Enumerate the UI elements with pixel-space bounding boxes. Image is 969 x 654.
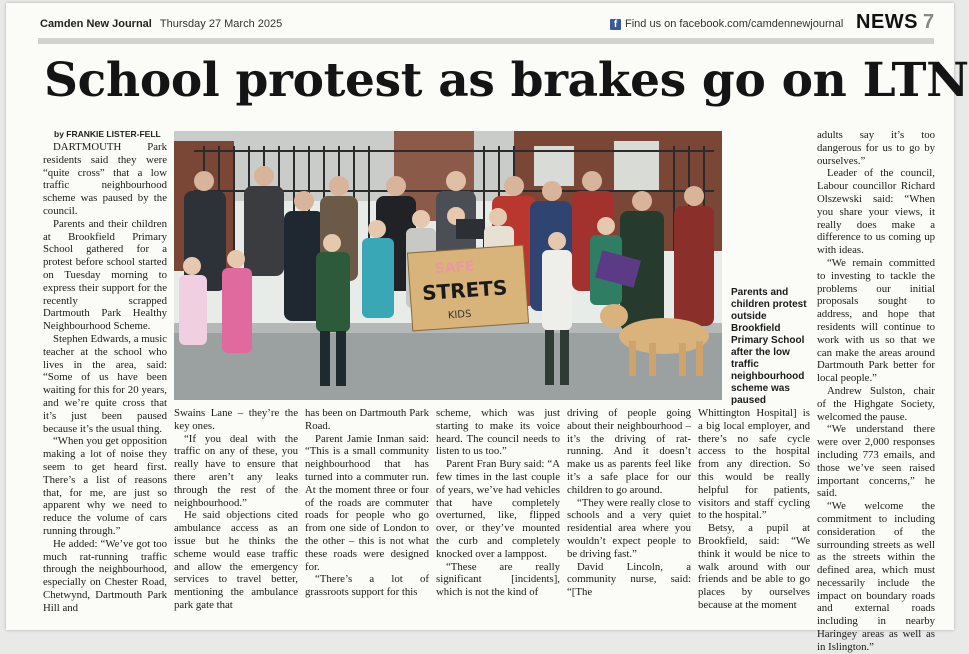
photo-caption: Parents and children protest outside Brookfield Primary School after the low traffic neighbourhood scheme was paused: [731, 287, 807, 406]
paragraph: driving of people going about their neighbourhood – it’s the driving of rat-running. And it doesn’t make us as parents feel like it’s a safe place for our children to go around.: [567, 407, 691, 496]
section-name: NEWS: [856, 11, 918, 33]
byline: by FRANKIE LISTER-FELL: [54, 129, 161, 139]
column-1: [43, 141, 167, 614]
issue-date: Thursday 27 March 2025: [159, 18, 283, 30]
paragraph: David Lincoln, a community nurse, said: “[The: [567, 560, 691, 599]
paragraph: “We understand there were over 2,000 responses including 773 emails, and those we’ve seen raised important concerns,” he said.: [817, 423, 935, 500]
paragraph: “These are really significant [incidents], which is not the kind of: [436, 560, 560, 599]
headline: School protest as brakes go on LTN: [44, 53, 969, 108]
safe-streets-sign: [407, 245, 528, 331]
paragraph: Whittington Hospital] is a big local employer, and there’s no safe cycle access to the hospital from any direction. So this would be really helpful for patients, visitors and staff cycling to the hospital.”: [698, 407, 810, 522]
paragraph: Stephen Edwards, a music teacher at the school who lives in the area, said: “Some of us have been waiting for this for 20 years, and we’re quite cross that it’s just been paused because it’s the usual thing.: [43, 332, 167, 435]
section-label: [856, 11, 935, 34]
column-4: [436, 407, 560, 597]
paragraph: “We welcome the commitment to including consideration of the surrounding streets as well as the streets within the defined area, which must necessarily include the impact on boundary roads and external roads including in nearby Haringey areas as well as in Islington.”: [817, 500, 935, 653]
page-header: [38, 13, 934, 35]
paragraph: Parent Fran Bury said: “A few times in the last couple of years, we’ve had vehicles that have completely overturned, like, flipped over, or they’ve mounted the curb and completely knocked over a lamppost.: [436, 458, 560, 560]
paragraph: Parents and their children at Brookfield Primary School gathered for a protest before school started on Tuesday morning to express their support for the recently scrapped Dartmouth Park Healthy Neighbourhood Scheme.: [43, 217, 167, 333]
protest-photo-illustration: [174, 131, 722, 400]
column-2: [174, 407, 298, 611]
column-7: [817, 129, 935, 653]
column-5: [567, 407, 691, 597]
newspaper-page: [6, 3, 969, 653]
paragraph: Betsy, a pupil at Brookfield, said: “We think it would be nice to walk around with our friends and be able to go places by ourselves because at the moment: [698, 522, 810, 611]
paragraph: Leader of the council, Labour councillor Richard Olszewski said: “When you share your views, it really does make a difference to us coming up with ideas.: [817, 167, 935, 257]
publication-name: Camden New Journal: [40, 18, 152, 30]
protest-photo: [174, 131, 722, 400]
sign-line-3: KIDS: [447, 308, 472, 322]
paragraph: Andrew Sulston, chair of the Highgate Society, welcomed the pause.: [817, 384, 935, 423]
column-6: [698, 407, 810, 611]
paragraph: He added: “We’ve got too much rat-running traffic through the neighbourhood, especially on Chester Road, Chetwynd, Dartmouth Park Hill and: [43, 537, 167, 614]
paragraph: adults say it’s too dangerous for us to go by ourselves.”: [817, 129, 935, 167]
paragraph: He said objections cited ambulance access as an issue but he thinks the scheme would ease traffic and allow the emergency services to travel better, mentioning the ambulance park gate that: [174, 509, 298, 611]
facebook-icon: f: [610, 19, 621, 30]
paragraph: “There’s a lot of grassroots support for this: [305, 573, 429, 599]
publication-line: [40, 18, 282, 30]
paragraph: has been on Dartmouth Park Road.: [305, 407, 429, 432]
facebook-promo: [610, 18, 843, 30]
column-3: [305, 407, 429, 597]
paragraph: scheme, which was just starting to make its voice heard. The council needs to listen to us too.”: [436, 407, 560, 458]
paragraph: “When you get opposition making a lot of noise they seem to get heard first. There’s a list of reasons that, for me, are just so apparent why we need to reduce the volume of cars running through.”: [43, 435, 167, 537]
sign-line-1: SAFE: [434, 258, 476, 278]
page-number: 7: [923, 11, 935, 33]
paragraph: Swains Lane – they’re the key ones.: [174, 407, 298, 432]
header-rule: [38, 38, 934, 44]
paragraph: “They were really close to schools and a very quiet residential area where you wouldn’t expect people to be driving fast.”: [567, 496, 691, 560]
paragraph: DARTMOUTH Park residents said they were “quite cross” that a low traffic neighbourhood scheme was paused by the council.: [43, 141, 167, 217]
column-1-lower: [43, 411, 167, 595]
sign-line-2: STRETS: [421, 275, 509, 306]
paragraph: “If you deal with the traffic on any of these, you really have to ensure that there aren’t any leaks through the rest of the neighbourhood.”: [174, 432, 298, 509]
paragraph: Parent Jamie Inman said: “This is a small community neighbourhood that has turned into a commuter run. At the moment three or four of the roads are commuter roads for people who go from one side of London to the other – this is not what these roads were designed for.: [305, 432, 429, 573]
facebook-text: Find us on facebook.com/camdennewjournal: [625, 18, 844, 30]
paragraph: “We remain committed to investing to tackle the problems our initial proposals sought to address, and hope that residents will continue to work with us so that we can make the areas around Dartmouth Park better for local people.”: [817, 256, 935, 385]
